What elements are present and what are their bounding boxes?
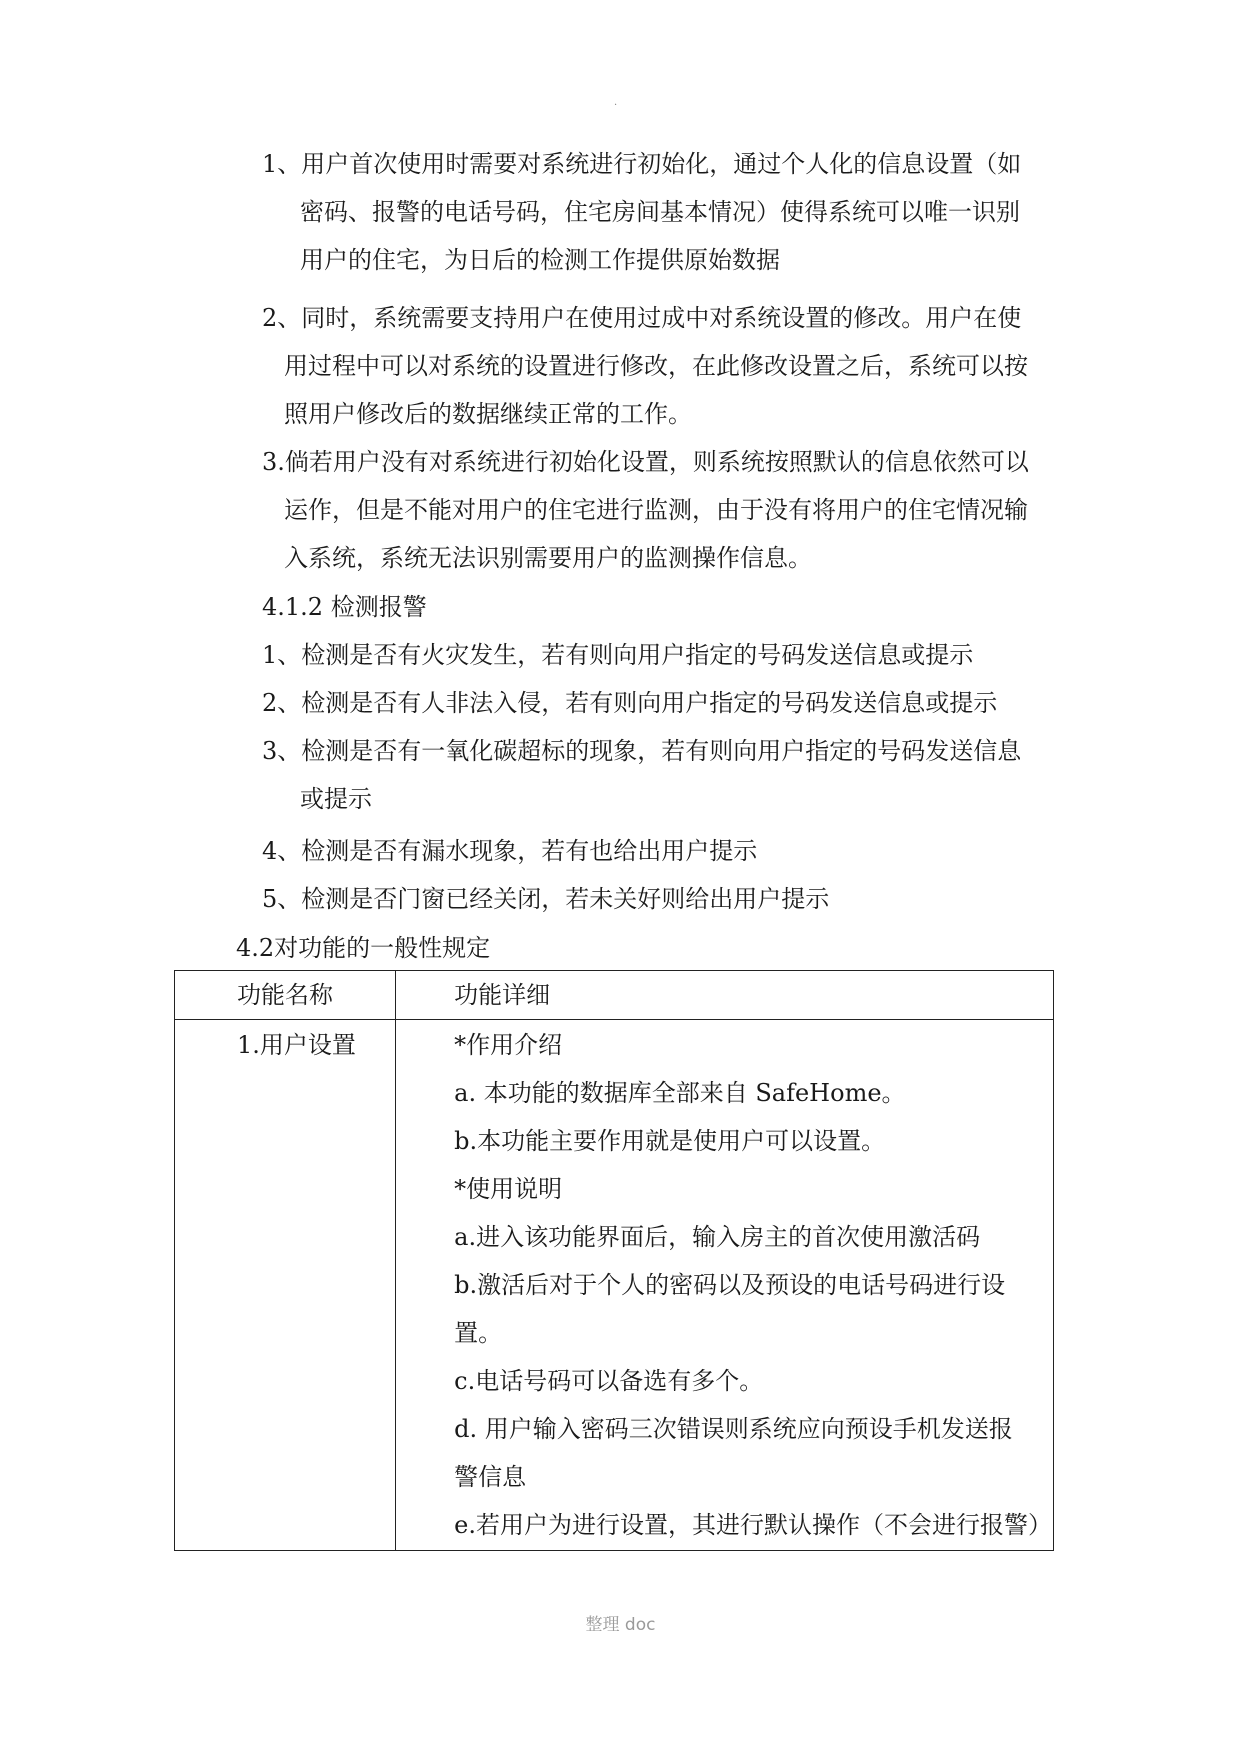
detail-line: a. 本功能的数据库全部来自 SafeHome。 [454, 1079, 906, 1107]
init-item-3 [262, 438, 1052, 582]
text-line: 照用户修改后的数据继续正常的工作。 [284, 400, 692, 428]
page-footer: 整理 doc [585, 1615, 656, 1635]
function-name: 1.用户设置 [237, 1031, 356, 1059]
init-item-1 [262, 140, 1052, 284]
detail-line: b.本功能主要作用就是使用户可以设置。 [454, 1127, 886, 1155]
section-heading-412: 4.1.2 检测报警 [262, 593, 427, 621]
init-item-2 [262, 294, 1052, 438]
alarm-item-2: 2、检测是否有人非法入侵，若有则向用户指定的号码发送信息或提示 [262, 689, 998, 717]
text-line: 2、同时，系统需要支持用户在使用过成中对系统设置的修改。用户在使 [262, 304, 1022, 332]
detail-line: 置。 [454, 1319, 503, 1347]
alarm-item-3 [262, 727, 1052, 823]
alarm-item-1: 1、检测是否有火灾发生，若有则向用户指定的号码发送信息或提示 [262, 641, 974, 669]
detail-line: a.进入该功能界面后，输入房主的首次使用激活码 [454, 1223, 981, 1251]
alarm-item-5: 5、检测是否门窗已经关闭，若未关好则给出用户提示 [262, 885, 830, 913]
detail-line: d. 用户输入密码三次错误则系统应向预设手机发送报 [454, 1415, 1013, 1443]
detail-line: e.若用户为进行设置，其进行默认操作（不会进行报警） [454, 1511, 1052, 1539]
detail-line: *作用介绍 [454, 1031, 563, 1059]
text-line: 或提示 [300, 785, 372, 813]
alarm-item-4: 4、检测是否有漏水现象，若有也给出用户提示 [262, 837, 758, 865]
text-line: 用户的住宅，为日后的检测工作提供原始数据 [300, 246, 780, 274]
section-heading-42: 4.2对功能的一般性规定 [236, 934, 491, 962]
text-line: 运作，但是不能对用户的住宅进行监测，由于没有将用户的住宅情况输 [284, 496, 1028, 524]
function-name-cell [175, 1020, 396, 1551]
header-function-name: 功能名称 [175, 971, 396, 1020]
text-line: 1、用户首次使用时需要对系统进行初始化，通过个人化的信息设置（如 [262, 150, 1022, 178]
text-line: 3.倘若用户没有对系统进行初始化设置，则系统按照默认的信息依然可以 [262, 448, 1029, 476]
detail-line: c.电话号码可以备选有多个。 [454, 1367, 764, 1395]
text-line: 用过程中可以对系统的设置进行修改，在此修改设置之后，系统可以按 [284, 352, 1028, 380]
text-line: 密码、报警的电话号码，住宅房间基本情况）使得系统可以唯一识别 [300, 198, 1020, 226]
detail-line: b.激活后对于个人的密码以及预设的电话号码进行设 [454, 1271, 1006, 1299]
text-line: 3、检测是否有一氧化碳超标的现象，若有则向用户指定的号码发送信息 [262, 737, 1022, 765]
header-function-detail: 功能详细 [396, 971, 1054, 1020]
function-detail-cell [396, 1020, 1054, 1551]
text-line: 入系统，系统无法识别需要用户的监测操作信息。 [284, 544, 812, 572]
function-spec-table [174, 970, 1054, 1551]
detail-line: 警信息 [454, 1463, 527, 1491]
header-mark: · [614, 100, 618, 111]
table-header-row [175, 971, 1054, 1020]
detail-line: *使用说明 [454, 1175, 563, 1203]
table-row [175, 1020, 1054, 1551]
